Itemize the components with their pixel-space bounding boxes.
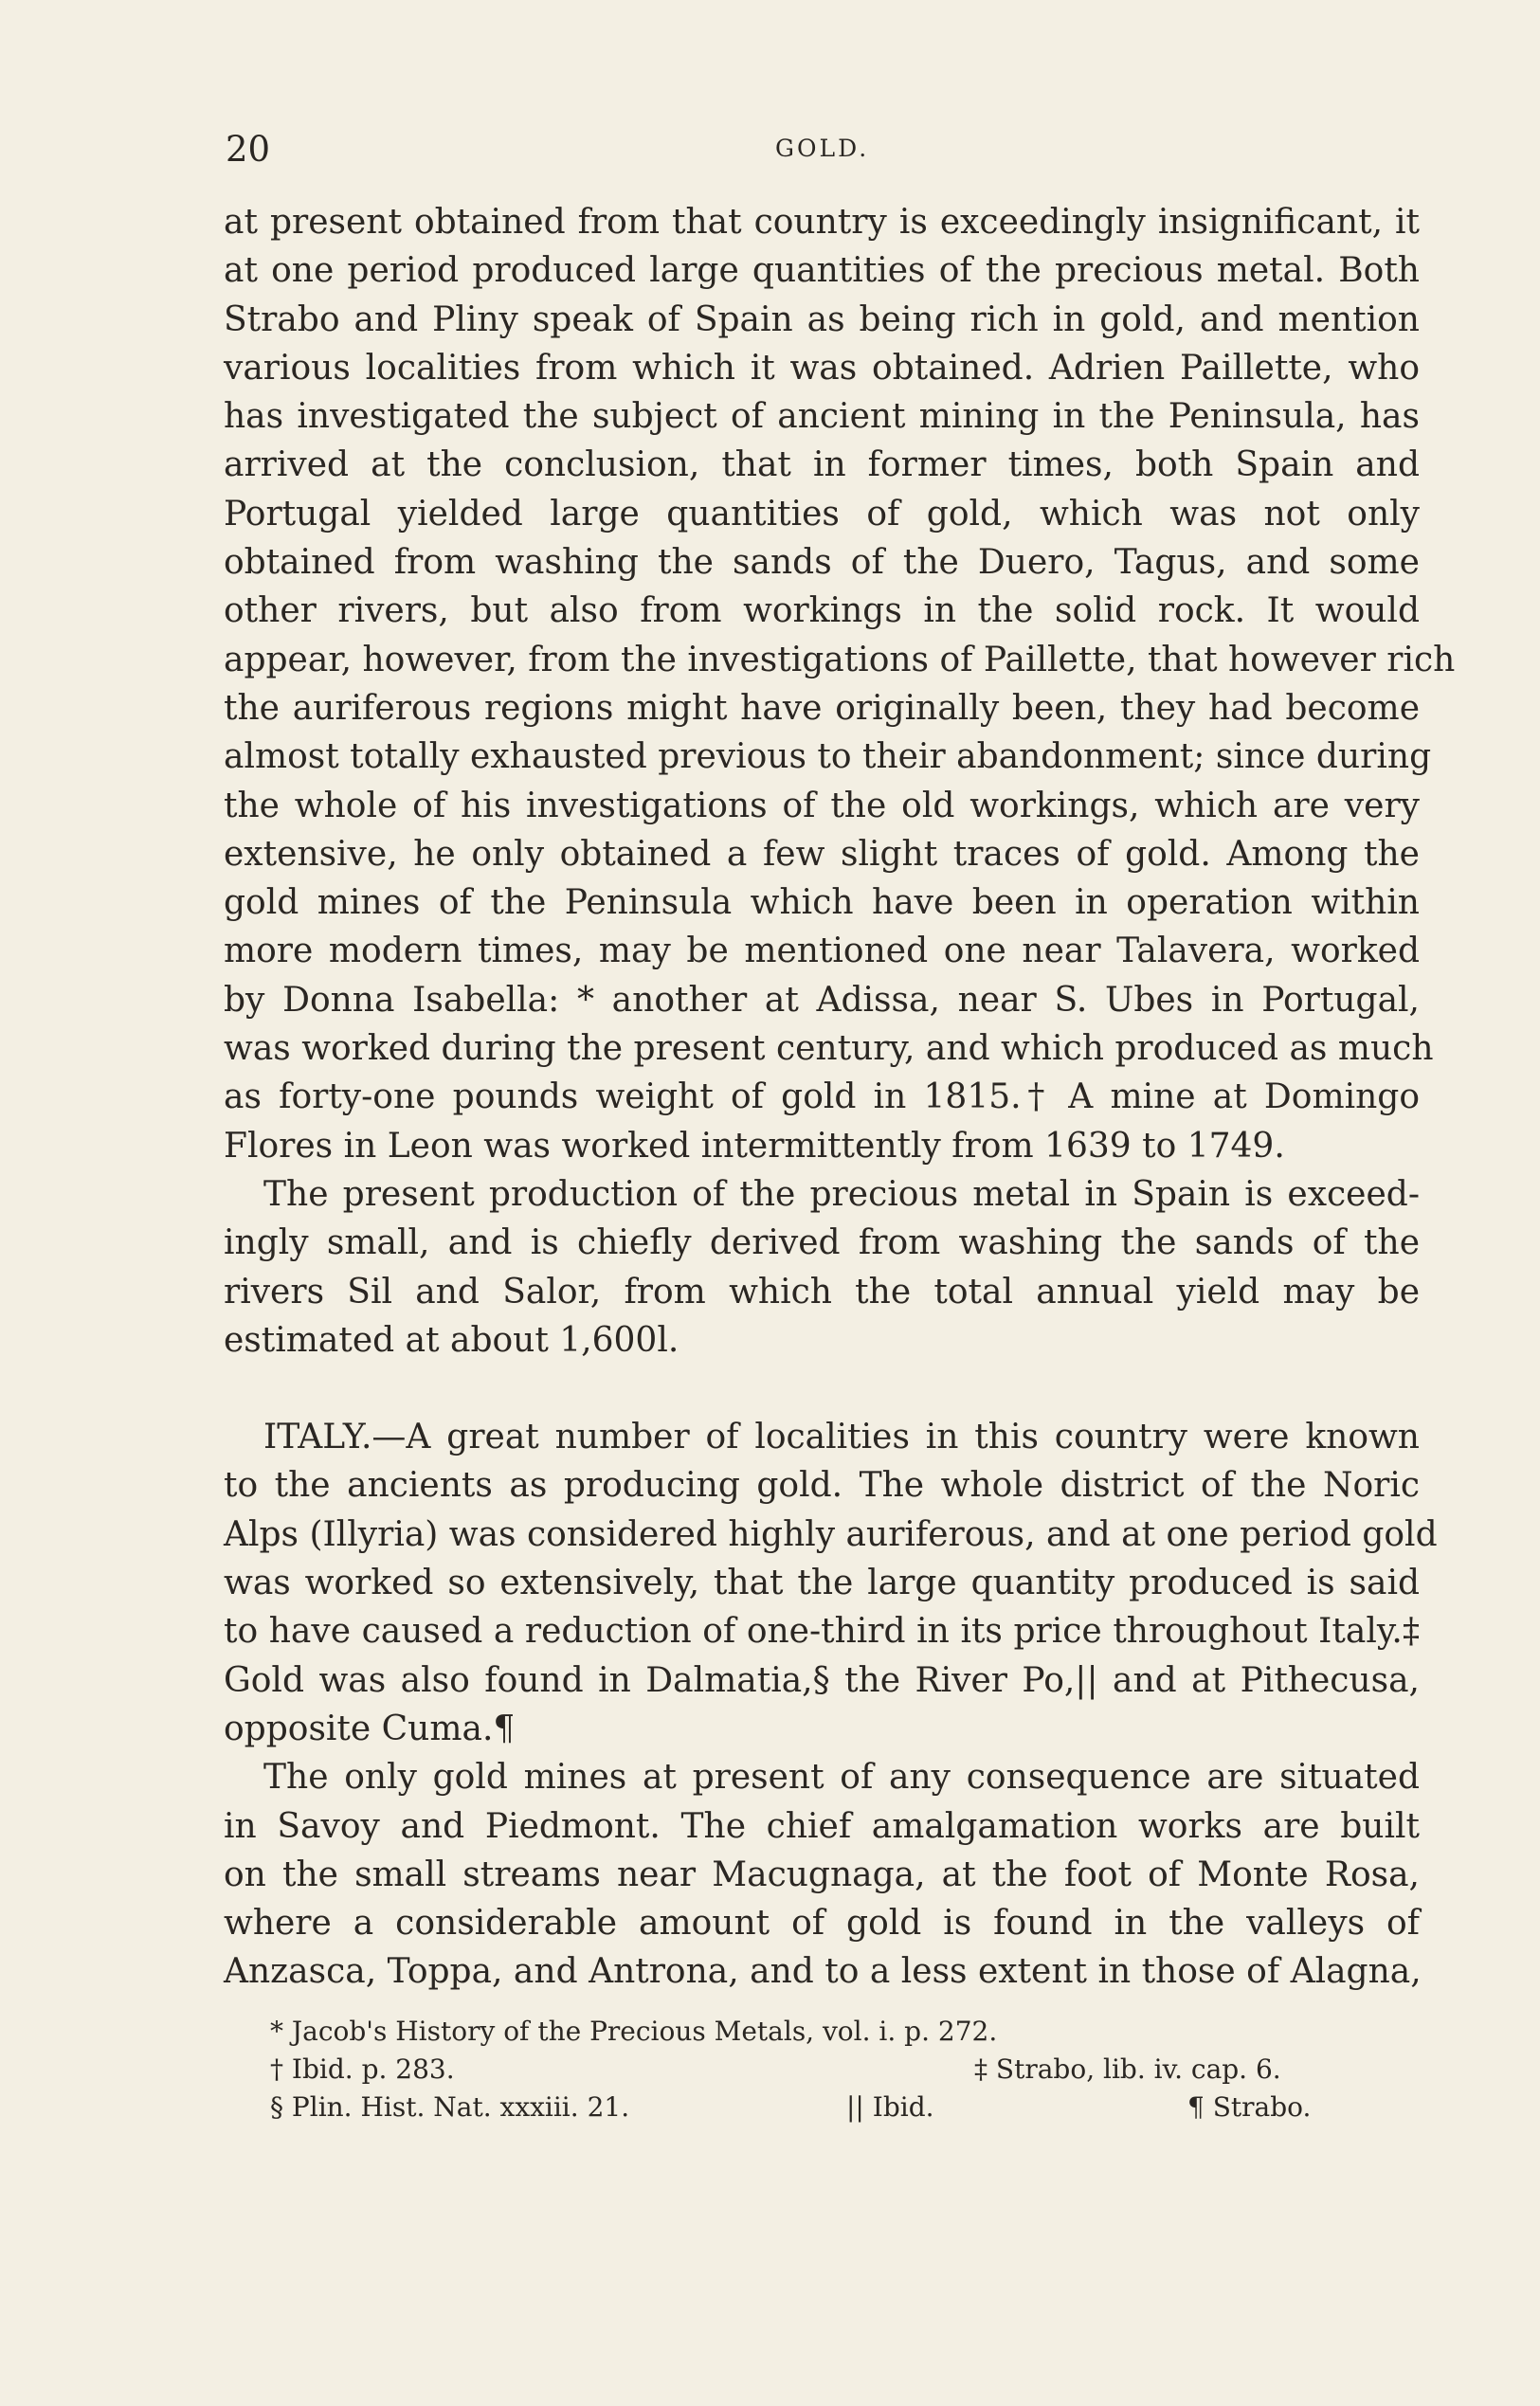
text-line: ITALY.—A great number of localities in this country were known (263, 1418, 1420, 1457)
page-number: 20 (226, 129, 271, 170)
running-title: GOLD. (775, 135, 870, 162)
text-line: estimated at about 1,600l. (224, 1320, 679, 1360)
text-line: was worked during the present century, and which produced as much (224, 1029, 1434, 1069)
text-line: the auriferous regions might have originally been, they had become (224, 688, 1420, 728)
footnote: § Plin. Hist. Nat. xxxiii. 21. (270, 2091, 630, 2123)
footnote: ¶ Strabo. (1187, 2091, 1312, 2123)
text-line: as forty-one pounds weight of gold in 1815.† A mine at Domingo (224, 1077, 1420, 1117)
footnote: * Jacob's History of the Precious Metals, vol. i. p. 272. (270, 2016, 998, 2047)
footnotes (270, 2013, 1341, 2126)
running-head (226, 126, 1415, 173)
text-line: opposite Cuma.¶ (224, 1709, 516, 1748)
footnote: ‡ Strabo, lib. iv. cap. 6. (974, 2053, 1281, 2085)
text-line: rivers Sil and Salor, from which the total annual yield may be (224, 1272, 1420, 1312)
text-line: to have caused a reduction of one-third in its price throughout Italy.‡ (224, 1612, 1420, 1652)
text-line: Portugal yielded large quantities of gold, which was not only (224, 494, 1420, 534)
text-line: Strabo and Pliny speak of Spain as being rich in gold, and mention (224, 299, 1420, 339)
text-line: obtained from washing the sands of the Duero, Tagus, and some (224, 543, 1420, 583)
text-line: various localities from which it was obtained. Adrien Paillette, who (224, 348, 1420, 388)
text-line: extensive, he only obtained a few slight traces of gold. Among the (224, 834, 1420, 874)
paragraph-italy (224, 1413, 1438, 1753)
paragraph-spain-production (224, 1170, 1420, 1365)
paragraph-spain (224, 198, 1456, 1170)
text-line: Alps (Illyria) was considered highly auriferous, and at one period gold (224, 1514, 1438, 1554)
text-line: appear, however, from the investigations of Paillette, that however rich (224, 640, 1456, 679)
text-line: to the ancients as producing gold. The whole district of the Noric (224, 1466, 1420, 1506)
text-line: Gold was also found in Dalmatia,§ the River Po,|| and at Pithecusa, (224, 1660, 1420, 1700)
body-text (224, 198, 1456, 1997)
text-line: the whole of his investigations of the old workings, which are very (224, 786, 1420, 825)
footnote: † Ibid. p. 283. (270, 2053, 455, 2085)
text-line: on the small streams near Macugnaga, at the foot of Monte Rosa, (224, 1854, 1420, 1894)
text-line: gold mines of the Peninsula which have been in operation within (224, 883, 1420, 923)
text-line: ingly small, and is chiefly derived from washing the sands of the (224, 1223, 1420, 1263)
text-line: The only gold mines at present of any consequence are situated (263, 1758, 1420, 1798)
text-line: at one period produced large quantities of the precious metal. Both (224, 251, 1420, 291)
text-line: arrived at the conclusion, that in former times, both Spain and (224, 445, 1420, 485)
text-line: other rivers, but also from workings in the solid rock. It would (224, 591, 1420, 631)
text-line: where a considerable amount of gold is found in the valleys of (224, 1904, 1420, 1944)
text-line: at present obtained from that country is exceedingly insignificant, it (224, 203, 1420, 242)
text-line: has investigated the subject of ancient mining in the Peninsula, has (224, 397, 1420, 437)
section-gap (224, 1365, 1420, 1413)
footnote: || Ibid. (846, 2091, 934, 2123)
footnote-row (270, 2089, 1341, 2126)
text-line: was worked so extensively, that the large quantity produced is said (224, 1564, 1420, 1603)
footnote-row (270, 2051, 1341, 2089)
text-line: Anzasca, Toppa, and Antrona, and to a less extent in those of Alagna, (224, 1952, 1422, 1992)
text-line: by Donna Isabella: * another at Adissa, near S. Ubes in Portugal, (224, 980, 1420, 1020)
text-line: almost totally exhausted previous to their abandonment; since during (224, 737, 1432, 777)
text-line: The present production of the precious metal in Spain is exceed- (263, 1174, 1420, 1214)
text-line: more modern times, may be mentioned one near Talavera, worked (224, 932, 1420, 971)
paragraph-italy-mines (224, 1753, 1420, 1996)
text-line: Flores in Leon was worked intermittently from 1639 to 1749. (224, 1126, 1285, 1166)
text-line: in Savoy and Piedmont. The chief amalgamation works are built (224, 1806, 1420, 1846)
footnote-row (270, 2013, 1341, 2051)
